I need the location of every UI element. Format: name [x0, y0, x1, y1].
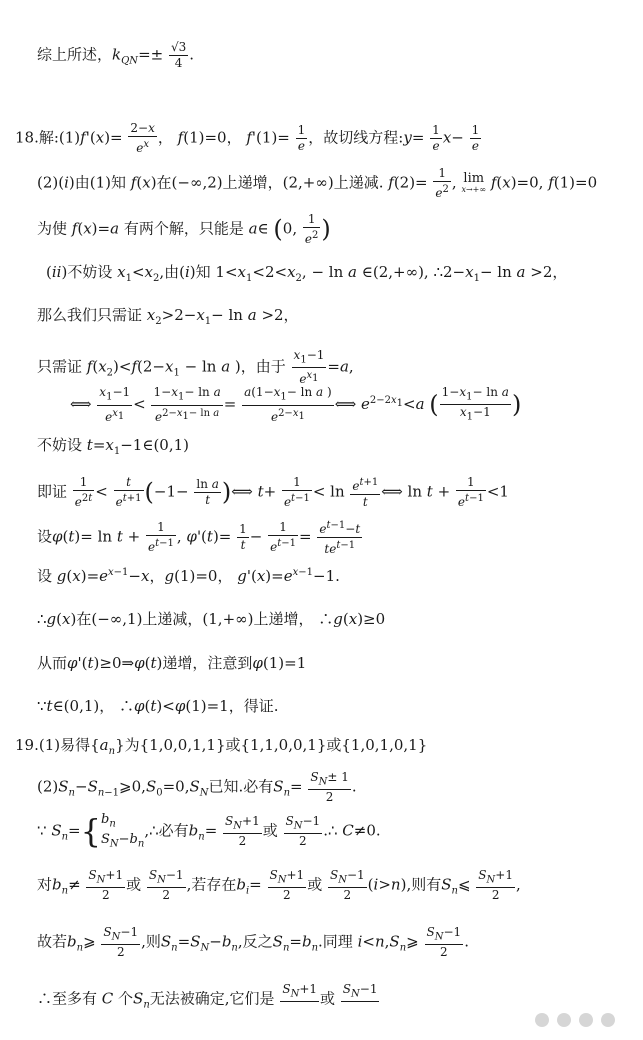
watermark-dot [601, 1013, 615, 1027]
q18-define-g: 设 $g(x)=e^{x-1}-x$，g(1)=0， $g'(x)=e^{x-1}-1$. [37, 567, 340, 585]
q19-similarly: 故若$b_n⩾$ $\frac{S_N-1}{2}$ ,则$S_n=S_N-b_n$,反之$S_n=b_n$.同理 $i<n,S_n⩾$ $\frac{S_N-1}{2}$ . [37, 925, 469, 960]
q19-bn-cases: ∵ $S_n=\{b_n$ $S_N-b_n,\therefore$必有$b_n=$ $\frac{S_N+1}{2}$ 或 $\frac{S_N-1}{2}$ .∴ C≠0. [37, 812, 381, 851]
q18-two-solutions: 为使 f(x)=a 有两个解，只能是 a∈ (0, $\frac{1}{e^2}$ ) [37, 212, 331, 246]
q18-substitute-t: 不妨设 $t=x_1-1\in(0,1)$ [37, 436, 190, 457]
q18-equivalence: ⟺ $\frac{x_1-1}{e^{x_1}}$ < $\frac{1-x_1- \ln a}{e^{2-x_1- ln a}}$ = $\frac{a(1-x_1- \ln a )}{e^{2-x_1}}$ ⟺ $e^{2-2x_1}<a$ ( $\frac{1-x_1- \ln a}{x_1-1}$ ) [70, 385, 522, 424]
q18-part1: 18.解:(1)f'(x)= $\frac{2-x}{e^x}$ ， f(1)=0， f'(1)= $\frac{1}{e}$ ，故切线方程:y= $\frac{1}{e}$ x− $\frac{1}{e}$ [15, 121, 480, 155]
conclusion-kqn: 综上所述，$k_{QN}=\pm$ $\frac{√3}{4}$ . [37, 40, 195, 70]
q18-g-monotonic: ∴g(x)在(−∞,1)上递减，(1,+∞)上递增， ∴g(x)≥0 [37, 610, 386, 628]
q18-phi-increasing: 从而φ'(t)≥0⇒φ(t)递增，注意到φ(1)=1 [37, 654, 307, 672]
q18-define-phi: 设φ(t)= ln t + $\frac{1}{e^{t-1}}$ , φ'(t)= $\frac{1}{t}$ − $\frac{1}{e^{t-1}}$ = $e^{t-1}-t$ $te^{t-1}$ [37, 520, 361, 556]
q19-bi-exists: 对$b_n\ne$ $\frac{S_N+1}{2}$ 或 $\frac{S_N-1}{2}$ ,若存在$b_i=$ $\frac{S_N+1}{2}$ 或 $\frac{S_N-1}{2}$ (i>n),则有$S_n⩽$ $\frac{S_N+1}{2}$ , [37, 868, 521, 903]
watermark-dot [579, 1013, 593, 1027]
q18-prove-inequality: 即证 $\frac{1}{e^{2t}}$ < $\frac{t}{e^{t+1}}$ (−1− $\frac{\text{ln a}}{t}$ )⟺ t+ $\frac{1}{e^{t-1}}$ < ln $\frac{e^{t+1}}{t}$ ⟺ ln t + $\frac{1}{e^{t-1}}$ <1 [37, 475, 509, 509]
watermark-dot [557, 1013, 571, 1027]
q18-part-ii-assume: (ii)不妨设 $x_1<x_2$,由(i)知 $1<x_1<2<x_2$, − ln a ∈(2,+∞), $\therefore 2-x_1- \ln a >2$， [46, 263, 568, 284]
q18-part2-monotonic: (2)(i)由(1)知 f(x)在(−∞,2)上递增，(2,+∞)上递减. f(2)= $\frac{1}{e^2}$ , lim x→+∞ f(x)=0, f(1)=0 [37, 166, 598, 200]
q18-proved: ∵t∈(0,1)， ∴φ(t)<φ(1)=1，得证. [37, 697, 279, 715]
q18-need-prove: 那么我们只需证 $x_2>2-x_1- \ln a >2$， [37, 306, 299, 327]
watermark-dot [535, 1013, 549, 1027]
bottom-fade-overlay [430, 980, 643, 1040]
q18-only-prove: 只需证 $f(x_2)<f(2-x_1 - \ln a$ )，由于 $\frac{x_1-1}{e^{x_1}}$ =a, [37, 348, 354, 387]
watermark-dots [535, 1012, 623, 1031]
q19-part1: 19.(1)易得$\{a_n\}$为{1,0,0,1,1}或{1,1,0,0,1}或{1,0,1,0,1} [15, 736, 428, 757]
q19-part2: $(2)S_n-S_{n-1}⩾0,S_0=0,S_N$已知.必有$S_n=$ $\frac{S_N\pm 1}{2}$ . [37, 770, 357, 805]
q19-at-most-c: ∴至多有 C 个$S_n$无法被确定,它们是 $S_N+1$ 或 $S_N-1$ [37, 982, 380, 1017]
